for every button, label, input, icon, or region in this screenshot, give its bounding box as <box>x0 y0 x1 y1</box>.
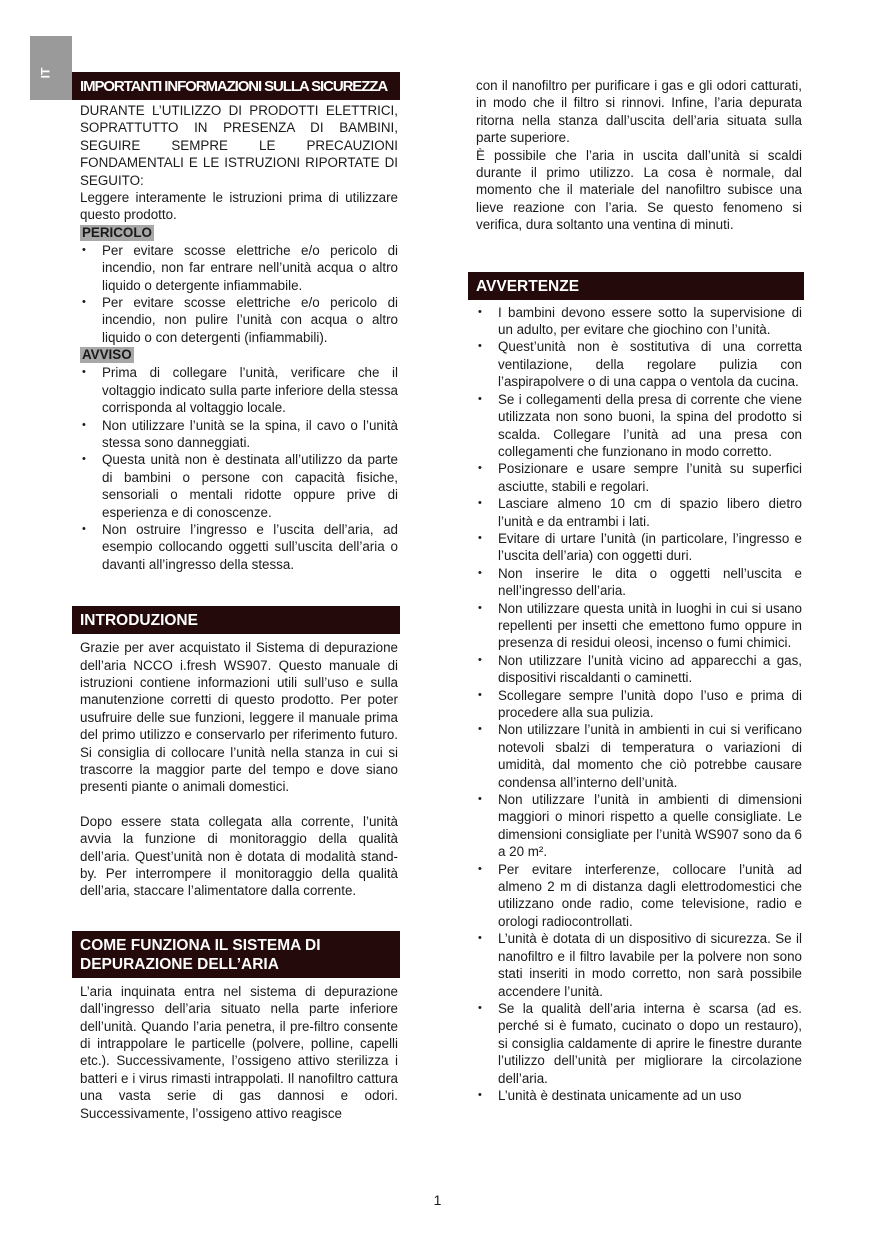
safety-section <box>72 100 400 573</box>
list-item: • Non utilizzare l’unità in ambienti di dimensioni maggiori o minori rispetto a quelle consigliate. Le dimensioni consigliate per l’unità WS907 sono da 6 a 20 m². <box>476 791 802 861</box>
list-item: • Questa unità non è destinata all’utilizzo da parte di bambini o persone con capacità fisiche, sensoriali o mentali ridotte oppure prive di esperienza e di conoscenze. <box>80 451 398 521</box>
list-item: • Non utilizzare l’unità se la spina, il cavo o l’unità stessa sono danneggiati. <box>80 417 398 452</box>
warnings-section <box>468 300 804 1105</box>
left-column <box>72 72 400 1122</box>
warnings-section-title: AVVERTENZE <box>468 272 804 300</box>
list-item: • Se i collegamenti della presa di corrente che viene utilizzata non sono buoni, la spina del prodotto si scalda. Collegare l’unità ad una presa con collegamenti che funzionano in modo corretto. <box>476 391 802 461</box>
list-item: • Se la qualità dell’aria interna è scarsa (ad es. perché si è fumato, cucinato o dopo un restauro), si consiglia caldamente di aprire le finestre durante l’utilizzo dell’unità per migliorare la circolazione dell’aria. <box>476 1000 802 1087</box>
language-tab-label: IT <box>38 67 53 79</box>
list-item: • Non utilizzare questa unità in luoghi in cui si usano repellenti per insetti che emettono fumo oppure in presenza di residui oleosi, incenso o fumi chimici. <box>476 600 802 652</box>
list-item: • Per evitare scosse elettriche e/o pericolo di incendio, non far entrare nell’unità acqua o altro liquido o detergente infiammabile. <box>80 242 398 294</box>
how-continued-paragraph-1: con il nanofiltro per purificare i gas e gli odori catturati, in modo che il filtro si rinnovi. Infine, l’aria depurata ritorna nella stanza dall’uscita dell’aria situata sulla parte superiore. <box>476 78 802 146</box>
safety-section-title: IMPORTANTI INFORMAZIONI SULLA SICUREZZA <box>72 72 400 100</box>
safety-intro: DURANTE L’UTILIZZO DI PRODOTTI ELETTRICI, SOPRATTUTTO IN PRESENZA DI BAMBINI, SEGUIRE SEMPRE LE PRECAUZIONI FONDAMENTALI E LE ISTRUZIONI RIPORTATE DI SEGUITO: <box>80 103 398 188</box>
how-section <box>72 978 400 1122</box>
how-title-line-1: COME FUNZIONA IL SISTEMA DI <box>80 936 321 954</box>
notice-label: AVVISO <box>82 347 132 363</box>
list-item: • Prima di collegare l’unità, verificare che il voltaggio indicato sulla parte inferiore della stessa corrisponda al voltaggio locale. <box>80 364 398 416</box>
how-section-title <box>72 931 400 978</box>
right-column <box>468 77 804 1104</box>
danger-label: PERICOLO <box>82 224 152 240</box>
list-item: • Non utilizzare l’unità in ambienti in cui si verificano notevoli sbalzi di temperatura o variazioni di umidità, dal momento che ciò potrebbe causare condensa all’interno dell’unità. <box>476 721 802 791</box>
intro-paragraph-1: Grazie per aver acquistato il Sistema di depurazione dell’aria NCCO i.fresh WS907. Questo manuale di istruzioni contiene informazioni utili sull’uso e sulla manutenzione corretti di questo prodotto. Per poter usufruire delle sue funzioni, leggere il manuale prima del primo utilizzo e conservarlo per riferimento futuro. Si consiglia di collocare l’unità nella stanza in cui si trascorre la maggior parte del tempo e dove siano presenti piante o animali domestici. <box>80 640 398 795</box>
list-item: • Quest’unità non è sostitutiva di una corretta ventilazione, della regolare pulizia con l’aspirapolvere o di una cappa o ventola da cucina. <box>476 338 802 390</box>
list-item: • Non inserire le dita o oggetti nell’uscita e nell’ingresso dell’aria. <box>476 565 802 600</box>
danger-list <box>72 242 400 346</box>
list-item: • Per evitare interferenze, collocare l’unità ad almeno 2 m di distanza dagli elettrodomestici che utilizzano onde radio, come televisione, radio e orologi radiocontrollati. <box>476 861 802 931</box>
list-item: • I bambini devono essere sotto la supervisione di un adulto, per evitare che giochino con l’unità. <box>476 304 802 339</box>
notice-list <box>72 364 400 573</box>
intro-section <box>72 634 400 900</box>
list-item: • L’unità è destinata unicamente ad un uso <box>476 1087 802 1104</box>
list-item: • Lasciare almeno 10 cm di spazio libero dietro l’unità e da entrambi i lati. <box>476 495 802 530</box>
how-title-line-2: DEPURAZIONE DELL’ARIA <box>80 955 279 973</box>
list-item: • L’unità è dotata di un dispositivo di sicurezza. Se il nanofiltro e il filtro lavabile per la polvere non sono stati inseriti in modo corretto, non sarà possibile accendere l’unità. <box>476 930 802 1000</box>
list-item: • Scollegare sempre l’unità dopo l’uso e prima di procedere alla sua pulizia. <box>476 687 802 722</box>
list-item: • Per evitare scosse elettriche e/o pericolo di incendio, non pulire l’unità con acqua o altro liquido o con detergenti (infiammabili). <box>80 294 398 346</box>
intro-paragraph-2: Dopo essere stata collegata alla corrente, l’unità avvia la funzione di monitoraggio della qualità dell’aria. Quest’unità non è dotata di modalità stand-by. Per interrompere il monitoraggio della qualità dell’aria, staccare l’alimentatore dalla corrente. <box>80 813 398 899</box>
list-item: • Evitare di urtare l’unità (in particolare, l’ingresso e l’uscita dell’aria) con oggetti duri. <box>476 530 802 565</box>
list-item: • Posizionare e usare sempre l’unità su superfici asciutte, stabili e regolari. <box>476 460 802 495</box>
how-paragraph: L’aria inquinata entra nel sistema di depurazione dall’ingresso dell’aria situato nella parte inferiore dell’unità. Quando l’aria penetra, il pre-filtro consente di intrappolare le particelle (polvere, polline, capelli etc.). Successivamente, l’ossigeno attivo sterilizza i batteri e i virus rimasti intrappolati. Il nanofiltro cattura una vasta serie di gas dannosi e odori. Successivamente, l’ossigeno attivo reagisce <box>80 983 398 1121</box>
warnings-list <box>468 304 804 1105</box>
safety-read-note: Leggere interamente le istruzioni prima di utilizzare questo prodotto. <box>80 190 398 223</box>
list-item: • Non utilizzare l’unità vicino ad apparecchi a gas, dispositivi riscaldanti o caminetti. <box>476 652 802 687</box>
how-continued-paragraph-2: È possibile che l’aria in uscita dall’unità si scaldi durante il primo utilizzo. La cosa è normale, dal momento che il materiale del nanofiltro subisce una lieve reazione con l’aria. Se questo fenomeno si verifica, dura soltanto una ventina di minuti. <box>476 147 802 233</box>
page-number: 1 <box>433 1192 442 1208</box>
list-item: • Non ostruire l’ingresso e l’uscita dell’aria, ad esempio collocando oggetti sull’uscita dell’aria o davanti all’ingresso della stessa. <box>80 521 398 573</box>
intro-section-title: INTRODUZIONE <box>72 606 400 634</box>
language-tab <box>30 36 72 100</box>
